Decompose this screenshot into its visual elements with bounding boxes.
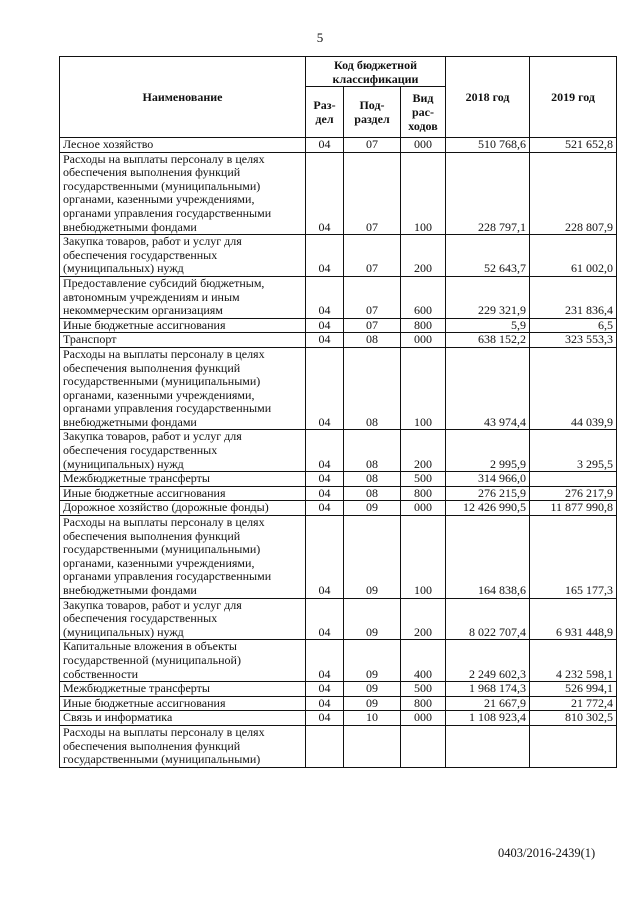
row-section: 04: [306, 318, 344, 333]
row-expense-type: 100: [401, 516, 446, 599]
row-value-2018: 43 974,4: [446, 347, 530, 430]
row-value-2019: 521 652,8: [530, 138, 617, 153]
row-section: 04: [306, 138, 344, 153]
row-value-2018: 1 968 174,3: [446, 682, 530, 697]
row-name: Иные бюджетные ассигнования: [60, 318, 306, 333]
row-value-2018: 228 797,1: [446, 152, 530, 235]
table-row: [60, 318, 617, 333]
row-value-2018: 8 022 707,4: [446, 598, 530, 640]
page-number: 5: [316, 30, 324, 45]
table-row: [60, 235, 617, 277]
table-row: [60, 276, 617, 318]
row-expense-type: 800: [401, 486, 446, 501]
row-value-2018: [446, 725, 530, 767]
row-subsection: 09: [344, 516, 401, 599]
row-expense-type: 000: [401, 501, 446, 516]
row-subsection: [344, 725, 401, 767]
row-section: 04: [306, 501, 344, 516]
row-name: Закупка товаров, работ и услуг для обеспечения государственных (муниципальных) нужд: [60, 430, 306, 472]
row-value-2019: 276 217,9: [530, 486, 617, 501]
table-row: [60, 347, 617, 430]
row-value-2019: 228 807,9: [530, 152, 617, 235]
header-name: Наименование: [60, 57, 306, 138]
row-name: Расходы на выплаты персоналу в целях обеспечения выполнения функций государственными (муниципальными) органами, казенными учреждениями, органами управления государственными внебюджетными фондами: [60, 347, 306, 430]
row-name: Закупка товаров, работ и услуг для обеспечения государственных (муниципальных) нужд: [60, 598, 306, 640]
table-row: [60, 430, 617, 472]
header-year-2018: 2018 год: [446, 57, 530, 138]
row-section: [306, 725, 344, 767]
row-value-2019: 165 177,3: [530, 516, 617, 599]
row-expense-type: 200: [401, 598, 446, 640]
row-section: 04: [306, 152, 344, 235]
row-section: 04: [306, 682, 344, 697]
row-section: 04: [306, 235, 344, 277]
document-code: 0403/2016-2439(1): [498, 846, 596, 860]
row-name: Предоставление субсидий бюджетным, автономным учреждениям и иным некоммерческим организациям: [60, 276, 306, 318]
row-section: 04: [306, 516, 344, 599]
row-value-2018: 164 838,6: [446, 516, 530, 599]
row-value-2019: 810 302,5: [530, 711, 617, 726]
row-section: 04: [306, 347, 344, 430]
row-name: Расходы на выплаты персоналу в целях обеспечения выполнения функций государственными (муниципальными): [60, 725, 306, 767]
row-subsection: 09: [344, 682, 401, 697]
row-expense-type: 500: [401, 472, 446, 487]
row-value-2018: 638 152,2: [446, 333, 530, 348]
row-name: Иные бюджетные ассигнования: [60, 696, 306, 711]
row-section: 04: [306, 472, 344, 487]
row-subsection: 08: [344, 347, 401, 430]
row-subsection: 08: [344, 333, 401, 348]
row-value-2018: 229 321,9: [446, 276, 530, 318]
header-code-group: Код бюджетной классификации: [306, 57, 446, 87]
row-subsection: 09: [344, 501, 401, 516]
row-name: Закупка товаров, работ и услуг для обеспечения государственных (муниципальных) нужд: [60, 235, 306, 277]
row-value-2019: 61 002,0: [530, 235, 617, 277]
row-value-2019: 231 836,4: [530, 276, 617, 318]
row-name: Расходы на выплаты персоналу в целях обеспечения выполнения функций государственными (муниципальными) органами, казенными учреждениями, органами управления государственными внебюджетными фондами: [60, 516, 306, 599]
row-name: Лесное хозяйство: [60, 138, 306, 153]
row-name: Транспорт: [60, 333, 306, 348]
row-value-2018: 2 249 602,3: [446, 640, 530, 682]
row-value-2018: 21 667,9: [446, 696, 530, 711]
row-value-2019: 526 994,1: [530, 682, 617, 697]
row-name: Межбюджетные трансферты: [60, 472, 306, 487]
row-section: 04: [306, 276, 344, 318]
row-value-2018: 2 995,9: [446, 430, 530, 472]
row-subsection: 08: [344, 430, 401, 472]
row-expense-type: 100: [401, 152, 446, 235]
row-section: 04: [306, 486, 344, 501]
row-value-2019: 11 877 990,8: [530, 501, 617, 516]
header-subsection: Под-раздел: [344, 87, 401, 138]
row-subsection: 07: [344, 138, 401, 153]
row-section: 04: [306, 640, 344, 682]
table-row: [60, 501, 617, 516]
row-value-2018: 510 768,6: [446, 138, 530, 153]
row-value-2019: 323 553,3: [530, 333, 617, 348]
row-expense-type: 400: [401, 640, 446, 682]
row-subsection: 09: [344, 640, 401, 682]
table-row: [60, 333, 617, 348]
table-row: [60, 682, 617, 697]
table-row: [60, 152, 617, 235]
budget-table: [59, 56, 617, 768]
row-expense-type: 200: [401, 430, 446, 472]
row-subsection: 10: [344, 711, 401, 726]
row-value-2019: 4 232 598,1: [530, 640, 617, 682]
row-name: Связь и информатика: [60, 711, 306, 726]
row-expense-type: 000: [401, 333, 446, 348]
row-value-2019: 3 295,5: [530, 430, 617, 472]
header-expense-type: Вид рас-ходов: [401, 87, 446, 138]
row-expense-type: 600: [401, 276, 446, 318]
table-row: [60, 516, 617, 599]
header-year-2019: 2019 год: [530, 57, 617, 138]
row-name: Расходы на выплаты персоналу в целях обеспечения выполнения функций государственными (муниципальными) органами, казенными учреждениями, органами управления государственными внебюджетными фондами: [60, 152, 306, 235]
table-row: [60, 640, 617, 682]
row-expense-type: 800: [401, 696, 446, 711]
row-subsection: 09: [344, 696, 401, 711]
table-body: [60, 138, 617, 768]
row-name: Капитальные вложения в объекты государственной (муниципальной) собственности: [60, 640, 306, 682]
row-value-2019: 6,5: [530, 318, 617, 333]
row-value-2019: [530, 472, 617, 487]
row-value-2018: 5,9: [446, 318, 530, 333]
row-value-2018: 52 643,7: [446, 235, 530, 277]
row-name: Иные бюджетные ассигнования: [60, 486, 306, 501]
row-value-2019: [530, 725, 617, 767]
row-value-2019: 6 931 448,9: [530, 598, 617, 640]
row-expense-type: [401, 725, 446, 767]
row-subsection: 09: [344, 598, 401, 640]
row-subsection: 07: [344, 152, 401, 235]
row-section: 04: [306, 711, 344, 726]
row-subsection: 07: [344, 276, 401, 318]
row-value-2018: 12 426 990,5: [446, 501, 530, 516]
table-row: [60, 472, 617, 487]
row-expense-type: 000: [401, 711, 446, 726]
row-section: 04: [306, 696, 344, 711]
row-value-2019: 44 039,9: [530, 347, 617, 430]
row-value-2019: 21 772,4: [530, 696, 617, 711]
row-subsection: 08: [344, 472, 401, 487]
row-name: Дорожное хозяйство (дорожные фонды): [60, 501, 306, 516]
row-expense-type: 800: [401, 318, 446, 333]
row-value-2018: 314 966,0: [446, 472, 530, 487]
table-row: [60, 696, 617, 711]
row-section: 04: [306, 430, 344, 472]
row-subsection: 07: [344, 318, 401, 333]
row-value-2018: 276 215,9: [446, 486, 530, 501]
table-row: [60, 138, 617, 153]
row-subsection: 07: [344, 235, 401, 277]
row-section: 04: [306, 598, 344, 640]
row-expense-type: 100: [401, 347, 446, 430]
table-row: [60, 486, 617, 501]
row-expense-type: 000: [401, 138, 446, 153]
row-expense-type: 500: [401, 682, 446, 697]
row-section: 04: [306, 333, 344, 348]
table-row: [60, 725, 617, 767]
row-name: Межбюджетные трансферты: [60, 682, 306, 697]
row-expense-type: 200: [401, 235, 446, 277]
table-row: [60, 711, 617, 726]
row-subsection: 08: [344, 486, 401, 501]
table-row: [60, 598, 617, 640]
row-value-2018: 1 108 923,4: [446, 711, 530, 726]
header-section: Раз-дел: [306, 87, 344, 138]
